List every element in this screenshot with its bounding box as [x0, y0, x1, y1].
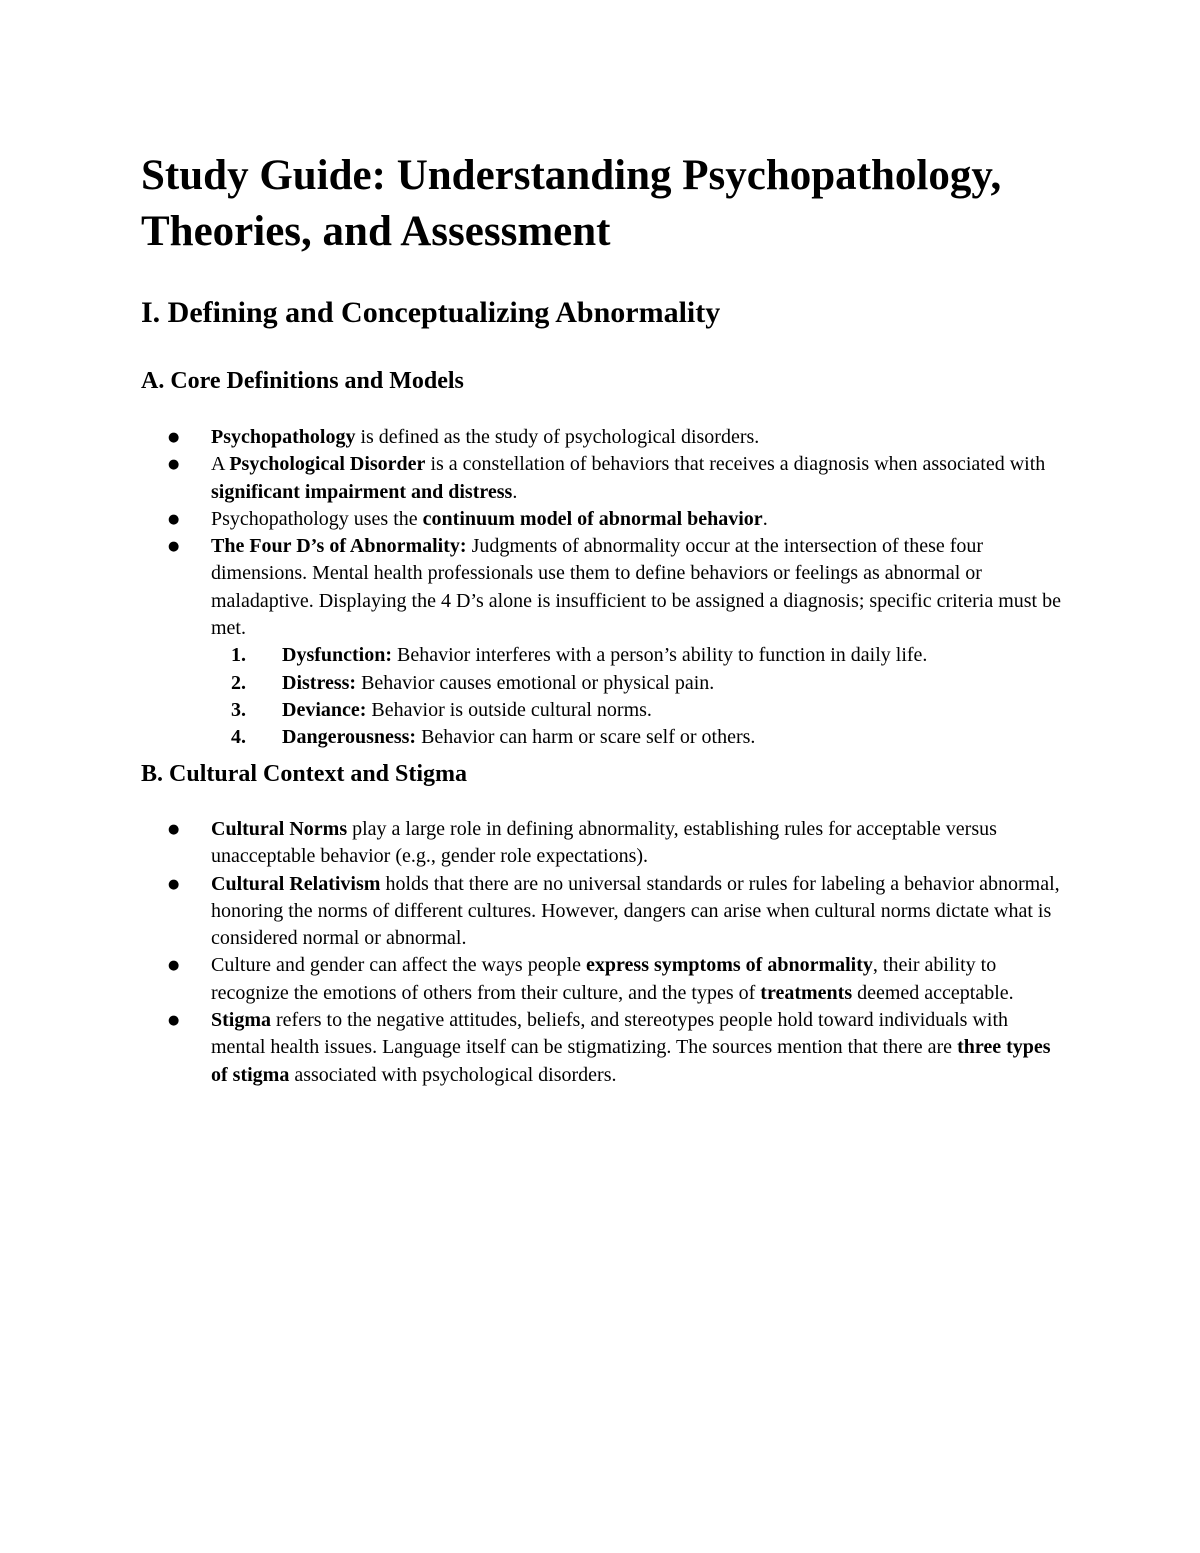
- numbered-item: [211, 670, 1061, 697]
- bullet-icon: ●: [168, 430, 180, 445]
- bold-term: three types of stigma: [211, 1036, 1051, 1086]
- list-item: [0, 424, 1061, 451]
- bold-term: Deviance:: [282, 698, 367, 721]
- body-text: Behavior can harm or scare self or others.: [416, 726, 756, 749]
- body-text: associated with psychological disorders.: [289, 1063, 617, 1086]
- bold-term: Distress:: [282, 671, 357, 694]
- bold-term: Psychological Disorder: [229, 453, 426, 476]
- body-text: .: [512, 480, 518, 503]
- body-text: refers to the negative attitudes, beliefs, and stereotypes people hold toward individuals with mental health issues. Language itself can be stigmatizing. The sources mention that there are: [211, 1009, 1009, 1059]
- bold-term: Cultural Norms: [211, 818, 348, 840]
- body-text: Behavior interferes with a person’s ability to function in daily life.: [392, 644, 928, 667]
- bullet-icon: ●: [168, 1013, 180, 1029]
- body-text: holds that there are no universal standards or rules for labeling a behavior abnormal, honoring the norms of different cultures. However, dangers can arise when cultural norms dictate what is considered normal or abnormal.: [211, 872, 1060, 950]
- bullet-icon: ●: [168, 457, 180, 473]
- page-title: Study Guide: Understanding Psychopathology, Theories, and Assessment: [141, 152, 1002, 255]
- body-text: Behavior is outside cultural norms.: [366, 698, 652, 721]
- item-number: 4.: [231, 726, 246, 749]
- bold-term: The Four D’s of Abnormality:: [211, 535, 467, 558]
- body-text: is a constellation of behaviors that receives a diagnosis when associated with: [425, 453, 1046, 476]
- bullet-icon: ●: [168, 958, 180, 974]
- numbered-item: [211, 697, 1061, 724]
- body-text: Judgments of abnormality occur at the intersection of these four dimensions. Mental health professionals use them to define behaviors or feelings as abnormal or maladaptive. Displaying the 4 D’s alone is insufficient to be assigned a diagnosis; specific criteria must be met.: [211, 535, 1061, 640]
- four-ds-list: [211, 642, 1061, 751]
- bold-term: treatments: [760, 981, 853, 1004]
- subsection-heading-b: B. Cultural Context and Stigma: [141, 761, 468, 787]
- body-text: is defined as the study of psychological disorders.: [355, 426, 760, 448]
- bold-term: Stigma: [211, 1009, 271, 1032]
- bold-term: continuum model of abnormal behavior: [422, 507, 763, 530]
- list-item: [0, 533, 1061, 751]
- bullet-icon: ●: [168, 511, 180, 527]
- bold-term: Dangerousness:: [282, 726, 417, 749]
- body-text: .: [762, 507, 768, 530]
- body-text: A: [211, 453, 230, 476]
- bullet-icon: ●: [168, 822, 180, 837]
- bold-term: Psychopathology: [211, 426, 356, 448]
- body-text: play a large role in defining abnormality, establishing rules for acceptable versus unacceptable behavior (e.g., gender role expectations).: [211, 818, 997, 868]
- bold-term: Cultural Relativism: [211, 872, 381, 895]
- list-item: [0, 952, 1061, 1007]
- item-number: 2.: [231, 671, 246, 694]
- item-number: 3.: [231, 698, 246, 721]
- item-number: 1.: [231, 644, 246, 667]
- body-text: , their ability to recognize the emotions of others from their culture, and the types of: [211, 954, 997, 1004]
- list-item: [0, 451, 1061, 506]
- body-text: Psychopathology uses the: [211, 507, 423, 530]
- list-item: [0, 506, 1061, 533]
- body-text: Behavior causes emotional or physical pain.: [356, 671, 715, 694]
- numbered-item: [211, 724, 1061, 751]
- section-heading-i: I. Defining and Conceptualizing Abnormality: [141, 296, 721, 329]
- list-item: [0, 871, 1061, 953]
- bullet-icon: ●: [168, 876, 180, 892]
- bullet-icon: ●: [168, 539, 180, 555]
- list-item: [0, 1007, 1061, 1089]
- core-definitions-list: [0, 424, 1200, 752]
- bold-term: express symptoms of abnormality: [586, 954, 873, 977]
- list-item: [0, 816, 1061, 871]
- cultural-context-list: [0, 816, 1200, 1089]
- bold-term: Dysfunction:: [282, 644, 393, 667]
- subsection-heading-a: A. Core Definitions and Models: [141, 368, 464, 394]
- bold-term: significant impairment and distress: [211, 480, 513, 503]
- body-text: deemed acceptable.: [852, 981, 1014, 1004]
- numbered-item: [211, 642, 1061, 669]
- body-text: Culture and gender can affect the ways people: [211, 954, 587, 977]
